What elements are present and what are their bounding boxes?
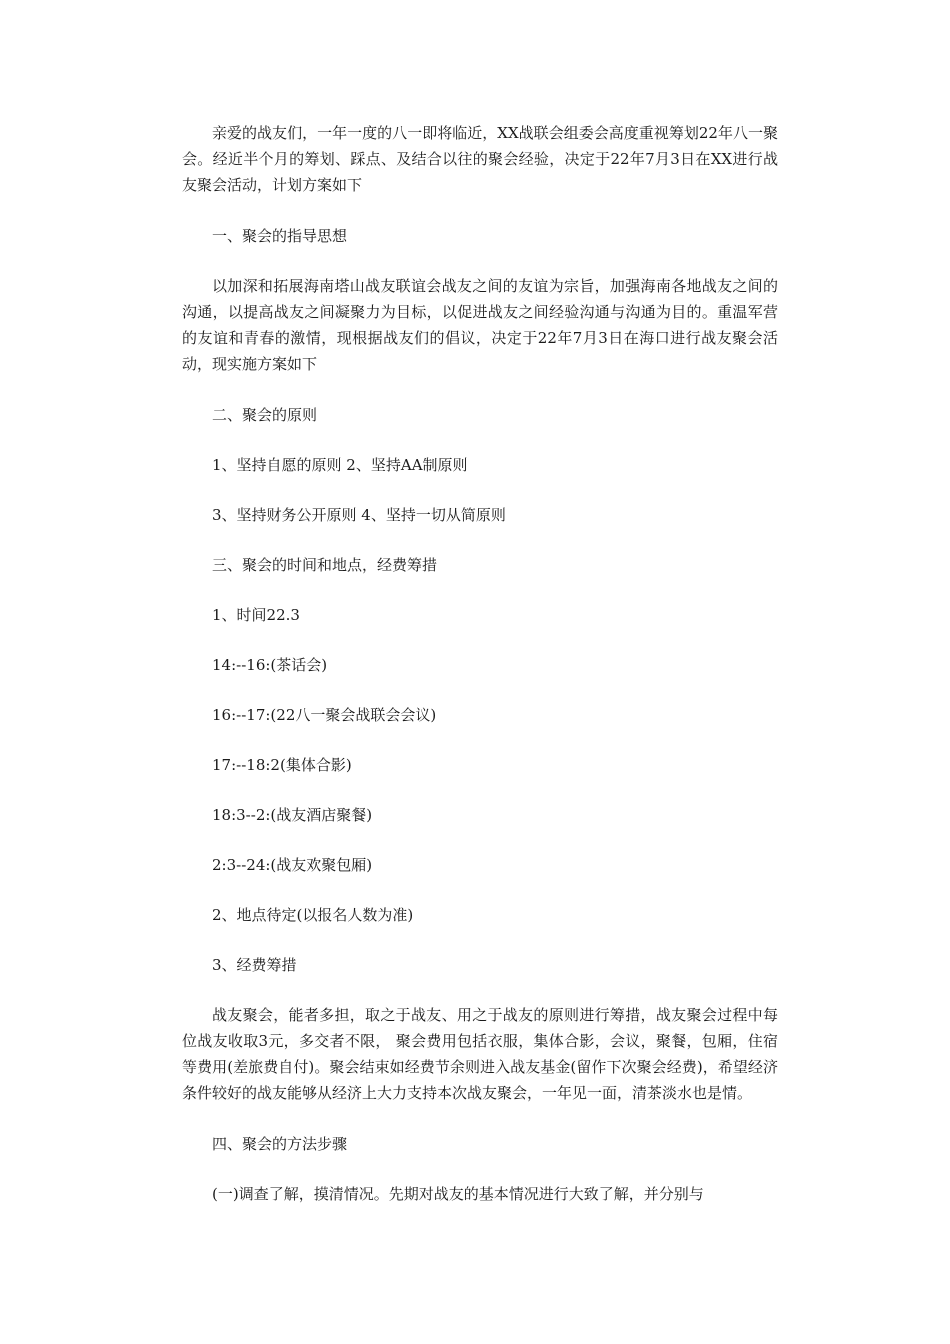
schedule-item: 18:3--2:(战友酒店聚餐) <box>212 806 373 824</box>
section-1-heading: 一、聚会的指导思想 <box>212 227 348 245</box>
principles-line-2: 3、坚持财务公开原则 4、坚持一切从简原则 <box>212 506 506 524</box>
schedule-item: 16:--17:(22八一聚会战联会会议) <box>212 706 437 724</box>
funding-heading: 3、经费筹措 <box>212 956 297 974</box>
section-4-heading: 四、聚会的方法步骤 <box>212 1135 348 1153</box>
intro-paragraph: 亲爱的战友们，一年一度的八一即将临近，XX战联会组委会高度重视筹划22年八一聚会。经近半个月的筹划、踩点、及结合以往的聚会经验，决定于22年7月3日在XX进行战友聚会活动，计划方案如下 <box>182 124 778 194</box>
document-body <box>182 120 778 1231</box>
section-1-paragraph: 以加深和拓展海南塔山战友联谊会战友之间的友谊为宗旨，加强海南各地战友之间的沟通，以提高战友之间凝聚力为目标，以促进战友之间经验沟通与沟通为目的。重温军营的友谊和青春的激情，现根据战友们的倡议，决定于22年7月3日在海口进行战友聚会活动，现实施方案如下 <box>182 277 778 373</box>
schedule-item: 17:--18:2(集体合影) <box>212 756 352 774</box>
funding-paragraph: 战友聚会，能者多担，取之于战友、用之于战友的原则进行筹措，战友聚会过程中每位战友收取3元，多交者不限， 聚会费用包括衣服，集体合影，会议，聚餐，包厢，住宿等费用(差旅费自付)。聚会结束如经费节余则进入战友基金(留作下次聚会经费)，希望经济条件较好的战友能够从经济上大力支持本次战友聚会，一年见一面，清茶淡水也是情。 <box>182 1006 778 1102</box>
location-line: 2、地点待定(以报名人数为准) <box>212 906 414 924</box>
step-1-line: (一)调查了解，摸清情况。先期对战友的基本情况进行大致了解，并分别与 <box>212 1185 704 1203</box>
section-3-heading: 三、聚会的时间和地点，经费筹措 <box>212 556 438 574</box>
time-heading: 1、时间22.3 <box>212 606 300 624</box>
schedule-item: 14:--16:(茶话会) <box>212 656 328 674</box>
schedule-item: 2:3--24:(战友欢聚包厢) <box>212 856 373 874</box>
principles-line-1: 1、坚持自愿的原则 2、坚持AA制原则 <box>212 456 468 474</box>
section-2-heading: 二、聚会的原则 <box>212 406 318 424</box>
